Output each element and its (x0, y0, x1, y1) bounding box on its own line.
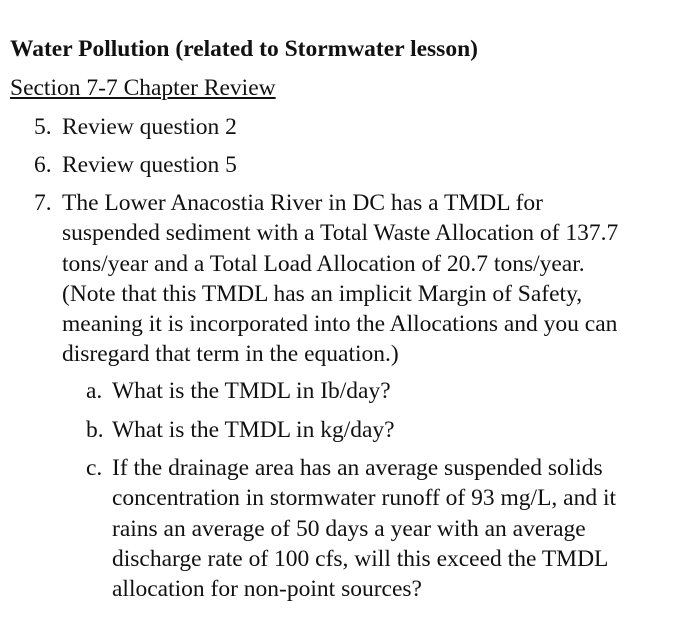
question-number: 7. (34, 190, 52, 216)
document-title: Water Pollution (related to Stormwater lesson) (10, 36, 478, 62)
subquestion-text (112, 453, 692, 604)
question-text-line: tons/year and a Total Load Allocation of 20.7 tons/year. (62, 250, 585, 277)
subquestion-letter: a. (86, 378, 103, 404)
question-text: Review question 5 (62, 152, 237, 178)
subquestion-text-line: rains an average of 50 days a year with an average (112, 515, 586, 542)
question-text-line: disregard that term in the equation.) (62, 341, 399, 368)
question-text-line: (Note that this TMDL has an implicit Margin of Safety, (62, 280, 583, 307)
question-text: Review question 2 (62, 114, 237, 140)
section-heading: Section 7-7 Chapter Review (10, 75, 276, 101)
subquestion-text-line: discharge rate of 100 cfs, will this exceed the TMDL (112, 545, 609, 572)
subquestion-text-line: concentration in stormwater runoff of 93 mg/L, and it (112, 485, 617, 512)
subquestion-text-line: allocation for non-point sources? (112, 576, 422, 603)
question-text-line: The Lower Anacostia River in DC has a TMDL for (62, 190, 543, 216)
question-number: 6. (34, 152, 52, 178)
subquestion-letter: c. (86, 455, 103, 481)
subquestion-text: What is the TMDL in kg/day? (112, 417, 395, 443)
subquestion-text-line: If the drainage area has an average suspended solids (112, 455, 603, 481)
question-text-line: meaning it is incorporated into the Allocations and you can (62, 311, 618, 338)
question-text-line: suspended sediment with a Total Waste Allocation of 137.7 (62, 220, 619, 247)
question-text (62, 188, 700, 370)
subquestion-letter: b. (86, 417, 104, 443)
question-number: 5. (34, 114, 52, 140)
subquestion-text: What is the TMDL in Ib/day? (112, 378, 391, 404)
